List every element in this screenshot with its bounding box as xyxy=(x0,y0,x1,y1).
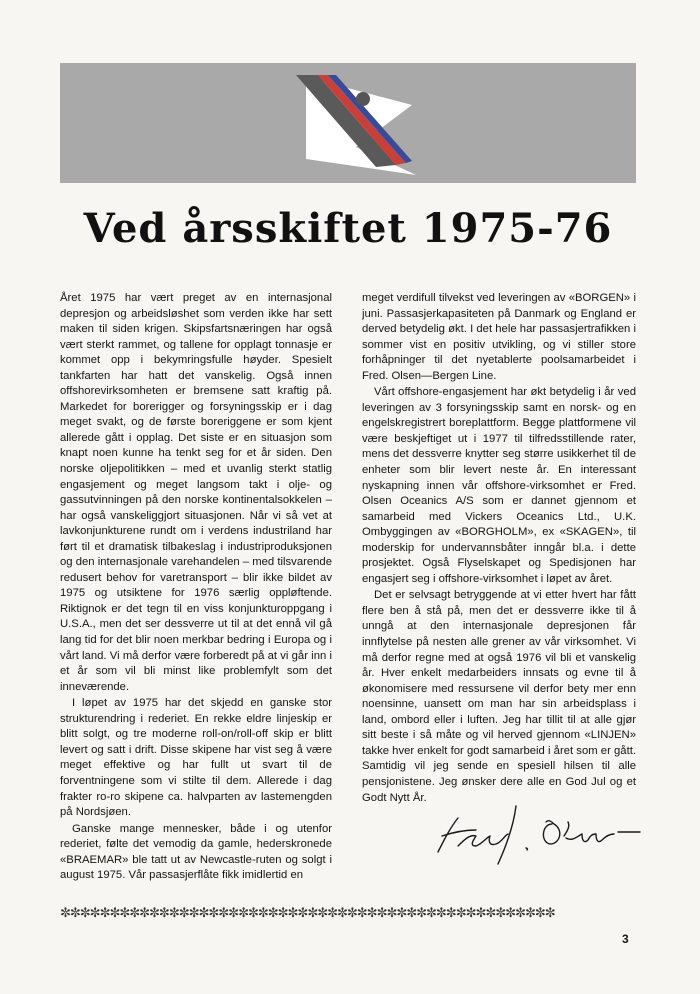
article-left-column xyxy=(60,291,332,884)
handwritten-signature xyxy=(432,790,642,870)
ornamental-divider: ✼✼✼✼✼✼✼✼✼✼✼✼✼✼✼✼✼✼✼✼✼✼✼✼✼✼✼✼✼✼✼✼✼✼✼✼✼✼✼✼✼✼✼✼✼✼✼✼✼✼ xyxy=(60,906,555,921)
paragraph: Det er selvsagt betryggende at vi etter hvert har fått flere ben å stå på, men det er dessverre ikke til å unngå at den internasjonale depresjonen får innflytelse på nesten alle grener av vår virksomhet. Vi må derfor regne med at også 1976 vil bli et vanskelig år. Hver enkelt medarbeiders innsats og evne til å økonomisere med ressursene vil derfor bety mer enn noensinne, uansett om man har sin arbeidsplass i land, ombord eller i luften. Jeg har tillit til at alle gjør sitt beste i så måte og vil herved gjennom «LINJEN» takke hver enkelt for godt samarbeid i året som er gått. Samtidig vil jeg sende en spesiell hilsen til alle pensjonistene. Jeg ønsker dere alle en God Jul og et Godt Nytt År. xyxy=(362,589,636,804)
article-right-column xyxy=(362,291,636,806)
paragraph: Ganske mange mennesker, både i og utenfor rederiet, følte det vemodig da gamle, hederskronede «BRAEMAR» ble tatt ut av Newcastle-ruten og solgt i august 1975. Vår passasjerflåte fikk imidlertid en xyxy=(60,822,332,882)
paragraph: meget verdifull tilvekst ved leveringen av «BORGEN» i juni. Passasjerkapasiteten på Danmark og England er derved betydelig økt. I det hele har passasjertrafikken i sommer vist en positiv utvikling, og vi stiller store forhåpninger til det nyetablerte poolsamarbeidet i Fred. Olsen—Bergen Line. xyxy=(362,292,636,382)
paragraph: Året 1975 har vært preget av en internasjonal depresjon og arbeidsløshet som verden ikke har sett maken til siden krigen. Skipsfartsnæringen har også vært sterkt rammet, og tallene for opplagt tonnasje er kommet opp i bekymringsfulle høyder. Spesielt tankfarten har hatt det vanskelig. Også innen offshorevirksomheten er bremsene satt kraftig på. Markedet for borerigger og forsyningsskip er i dag meget svakt, og de første boreriggene er som kjent allerede gått i opplag. Det siste er en situasjon som knapt noen kunne ha tenkt seg for et år siden. Den norske oljepolitikken – med et uvanlig sterkt statlig engasjement og meget langsom takt i olje- og gassutvinningen på den norske kontinentalsokkelen – har også vanskeliggjort situasjonen. Når vi så vet at lavkonjunkturene rundt om i verdens industriland har ført til et dramatisk tilbakeslag i industriproduksjonen og den internasjonale varehandelen – med tilsvarende redusert behov for varetransport – blir ikke bildet av 1975 og utsiktene for 1976 særlig oppløftende. Riktignok er det tegn til en viss konjunkturoppgang i U.S.A., men det ser dessverre ut til at det ennå vil gå lang tid for det blir noen merkbar bedring i Europa og i vårt land. Vi må derfor være forberedt på at vi går inn i et år som vil bli minst like problemfylt som det inneværende. xyxy=(60,292,332,693)
header-banner xyxy=(60,63,636,183)
paragraph: Vårt offshore-engasjement har økt betydelig i år ved leveringen av 3 forsyningsskip samt en norsk- og en engelskregistrert boreplattform. Begge plattformene vil være beskjeftiget ut i 1977 til tilfredsstillende rater, mens det dessverre knytter seg større usikkerhet til de enheter som blir levert neste år. En interessant nyskapning innen vår offshore-virksomhet er Fred. Olsen Oceanics A/S som er dannet gjennom et samarbeid med Vickers Oceanics Ltd., U.K. Ombyggingen av «BORGHOLM», ex «SKAGEN», til moderskip for undervannsbåter inngår bl.a. i dette prosjektet. Også Flyselskapet og Spedisjonen har engasjert seg i offshore-virksomhet i løpet av året. xyxy=(362,386,636,585)
page-number: 3 xyxy=(622,932,629,946)
flag-logo-icon xyxy=(60,63,636,183)
paragraph: I løpet av 1975 har det skjedd en ganske stor strukturendring i rederiet. En rekke eldre linjeskip er blitt solgt, og tre moderne roll-on/roll-off skip er blitt levert og satt i drift. Disse skipene har vist seg å være meget effektive og har fullt ut svart til de forventningene som vi stilte til dem. Allerede i dag frakter ro-ro skipene ca. halvparten av lastemengden på Nordsjøen. xyxy=(60,697,332,819)
page-title: Ved årsskiftet 1975-76 xyxy=(83,205,613,252)
